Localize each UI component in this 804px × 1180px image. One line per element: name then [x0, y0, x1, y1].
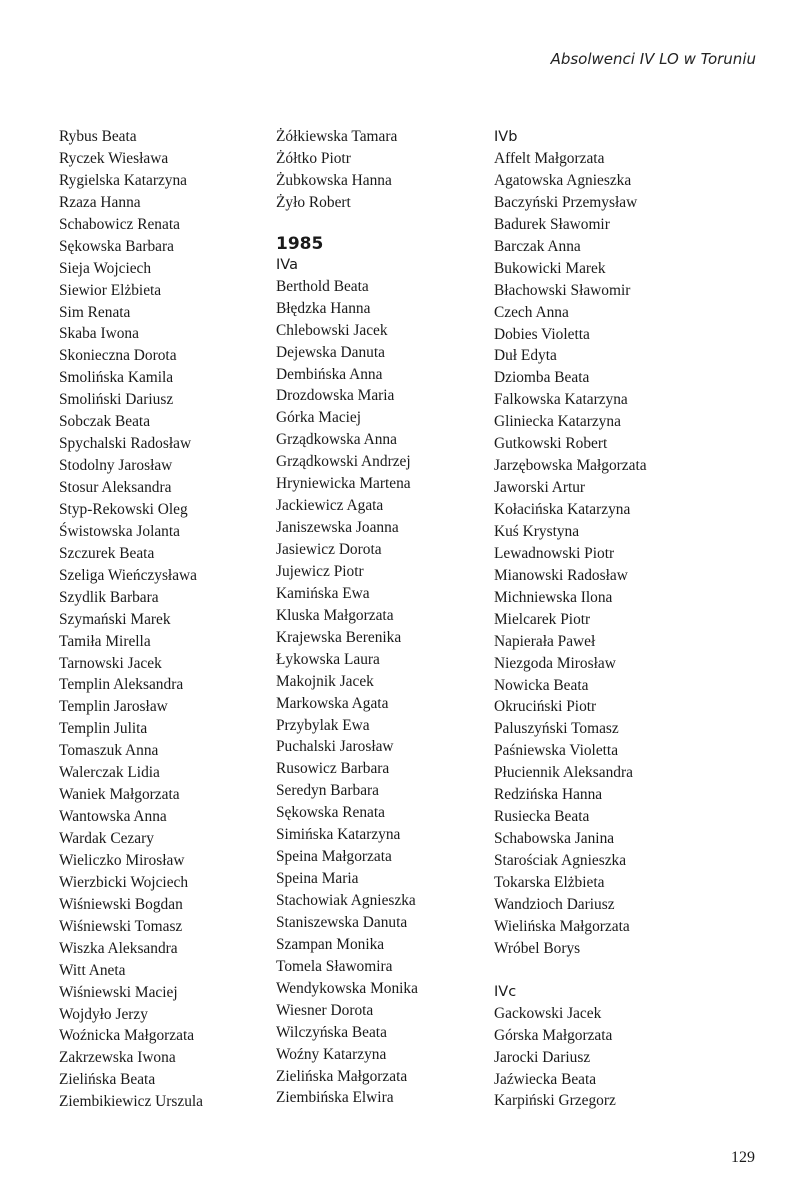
name-list — [276, 126, 486, 214]
name-entry: Wandzioch Dariusz — [494, 895, 615, 913]
name-entry: Dziomba Beata — [494, 369, 590, 387]
name-entry: Staniszewska Danuta — [276, 913, 408, 931]
name-entry: Starościak Agnieszka — [494, 852, 627, 869]
name-entry: Wieliczko Mirosław — [59, 851, 185, 869]
name-entry: Jarocki Dariusz — [494, 1048, 591, 1066]
name-entry: Wilczyńska Beata — [276, 1023, 387, 1041]
name-entry: Górska Małgorzata — [494, 1026, 613, 1044]
name-entry: Rzaza Hanna — [59, 193, 141, 211]
name-entry: Szampan Monika — [276, 935, 385, 953]
name-entry: Żółtko Piotr — [276, 149, 351, 167]
name-entry: Templin Jarosław — [59, 698, 168, 716]
name-entry: Mianowski Radosław — [494, 566, 628, 584]
name-entry: Baczyński Przemysław — [494, 193, 638, 211]
name-entry: Jaźwiecka Beata — [494, 1070, 597, 1088]
name-entry: Tokarska Elżbieta — [494, 873, 605, 891]
name-entry: Wierzbicki Wojciech — [59, 873, 189, 891]
name-entry: Rygielska Katarzyna — [59, 171, 188, 189]
name-entry: Przybylak Ewa — [276, 716, 370, 734]
name-entry: Falkowska Katarzyna — [494, 391, 628, 409]
name-entry: Markowska Agata — [276, 694, 389, 712]
name-entry: Makojnik Jacek — [276, 672, 374, 690]
name-entry: Tarnowski Jacek — [59, 654, 162, 672]
name-entry: Wiśniewski Tomasz — [59, 917, 183, 935]
name-entry: Bukowicki Marek — [494, 259, 606, 277]
name-entry: Zakrzewska Iwona — [59, 1049, 176, 1067]
name-entry: Tamiła Mirella — [59, 632, 151, 650]
name-entry: Redzińska Hanna — [494, 786, 603, 804]
name-entry: Rusiecka Beata — [494, 808, 590, 826]
class-heading: IVb — [494, 129, 518, 145]
running-header: Absolwenci IV LO w Toruniu — [550, 50, 756, 68]
name-entry: Styp-Rekowski Oleg — [59, 500, 188, 518]
name-entry: Wiśniewski Bogdan — [59, 895, 183, 913]
name-entry: Jasiewicz Dorota — [276, 541, 382, 558]
name-entry: Smolińska Kamila — [59, 369, 174, 387]
name-entry: Wróbel Borys — [494, 939, 581, 957]
name-entry: Skonieczna Dorota — [59, 347, 177, 365]
class-heading: IVa — [276, 256, 298, 273]
name-entry: Grządkowska Anna — [276, 431, 397, 449]
name-entry: Szeliga Wieńczysława — [59, 566, 197, 584]
name-entry: Puchalski Jarosław — [276, 738, 394, 756]
name-entry: Badurek Sławomir — [494, 215, 610, 233]
name-entry: Jaworski Artur — [494, 479, 586, 497]
name-entry: Siewior Elżbieta — [59, 281, 162, 299]
name-entry: Stosur Aleksandra — [59, 479, 172, 496]
name-entry: Szczurek Beata — [59, 544, 155, 562]
name-entry: Wiesner Dorota — [276, 1001, 374, 1019]
name-entry: Wantowska Anna — [59, 808, 167, 826]
name-entry: Templin Aleksandra — [59, 676, 184, 694]
name-entry: Schabowska Janina — [494, 830, 615, 848]
name-entry: Sieja Wojciech — [59, 259, 152, 277]
name-entry: Ziembińska Elwira — [276, 1089, 394, 1107]
name-entry: Barczak Anna — [494, 237, 581, 255]
name-entry: Chlebowski Jacek — [276, 321, 388, 339]
name-entry: Tomela Sławomira — [276, 957, 393, 975]
name-entry: Sobczak Beata — [59, 413, 151, 431]
page-number: 129 — [731, 1149, 755, 1166]
name-entry: Jarzębowska Małgorzata — [494, 457, 647, 475]
name-entry: Dobies Violetta — [494, 325, 590, 343]
name-entry: Sękowska Renata — [276, 804, 385, 822]
name-entry: Wojdyło Jerzy — [59, 1005, 148, 1023]
column-2 — [276, 126, 486, 1109]
name-entry: Dejewska Danuta — [276, 343, 385, 361]
name-entry: Okruciński Piotr — [494, 698, 597, 716]
column-1 — [59, 126, 269, 1113]
name-entry: Stodolny Jarosław — [59, 457, 173, 475]
name-entry: Płuciennik Aleksandra — [494, 764, 633, 782]
name-entry: Seredyn Barbara — [276, 782, 379, 800]
name-entry: Kluska Małgorzata — [276, 606, 394, 624]
name-entry: Speina Małgorzata — [276, 848, 392, 866]
name-entry: Grządkowski Andrzej — [276, 453, 411, 471]
name-entry: Błachowski Sławomir — [494, 281, 631, 299]
name-entry: Walerczak Lidia — [59, 764, 160, 782]
name-entry: Ziembikiewicz Urszula — [59, 1093, 204, 1111]
name-entry: Gutkowski Robert — [494, 435, 608, 453]
name-entry: Kołacińska Katarzyna — [494, 501, 631, 518]
name-entry: Szymański Marek — [59, 610, 171, 628]
name-entry: Gackowski Jacek — [494, 1004, 602, 1022]
name-entry: Krajewska Berenika — [276, 628, 402, 646]
name-entry: Gliniecka Katarzyna — [494, 413, 621, 431]
name-entry: Niezgoda Mirosław — [494, 654, 616, 672]
name-entry: Łykowska Laura — [276, 650, 380, 668]
name-entry: Napierała Paweł — [494, 632, 596, 650]
name-entry: Czech Anna — [494, 303, 569, 321]
name-entry: Rybus Beata — [59, 128, 137, 145]
name-entry: Hryniewicka Martena — [276, 475, 411, 493]
name-entry: Błędzka Hanna — [276, 299, 371, 317]
name-entry: Sim Renata — [59, 303, 131, 321]
name-entry: Skaba Iwona — [59, 325, 139, 343]
name-entry: Jujewicz Piotr — [276, 562, 364, 580]
name-list — [276, 276, 486, 1110]
year-heading: 1985 — [276, 233, 324, 254]
name-entry: Dembińska Anna — [276, 365, 383, 383]
name-entry: Witt Aneta — [59, 961, 126, 979]
name-entry: Paluszyński Tomasz — [494, 720, 619, 738]
name-entry: Smoliński Dariusz — [59, 391, 174, 409]
name-entry: Wiśniewski Maciej — [59, 983, 178, 1001]
name-entry: Żyło Robert — [276, 193, 351, 211]
name-entry: Zielińska Małgorzata — [276, 1067, 408, 1085]
name-list — [494, 148, 704, 960]
name-entry: Stachowiak Agnieszka — [276, 892, 416, 909]
name-entry: Mielcarek Piotr — [494, 610, 591, 628]
name-entry: Świstowska Jolanta — [59, 522, 180, 540]
name-entry: Kuś Krystyna — [494, 522, 580, 540]
name-entry: Berthold Beata — [276, 277, 369, 295]
name-entry: Woźnicka Małgorzata — [59, 1027, 195, 1045]
name-entry: Wiszka Aleksandra — [59, 939, 178, 957]
name-entry: Żółkiewska Tamara — [276, 128, 398, 145]
name-entry: Lewadnowski Piotr — [494, 544, 615, 562]
column-3 — [494, 126, 704, 1112]
class-heading: IVc — [494, 983, 517, 1000]
name-entry: Kamińska Ewa — [276, 584, 370, 602]
name-entry: Speina Maria — [276, 870, 359, 888]
name-entry: Zielińska Beata — [59, 1071, 156, 1089]
name-entry: Janiszewska Joanna — [276, 519, 399, 537]
name-entry: Karpiński Grzegorz — [494, 1092, 616, 1110]
name-entry: Wendykowska Monika — [276, 979, 418, 997]
name-entry: Waniek Małgorzata — [59, 786, 180, 804]
name-entry: Paśniewska Violetta — [494, 742, 619, 760]
name-entry: Michniewska Ilona — [494, 588, 613, 606]
name-entry: Spychalski Radosław — [59, 435, 192, 453]
name-entry: Schabowicz Renata — [59, 215, 180, 233]
name-entry: Żubkowska Hanna — [276, 171, 392, 189]
name-list — [494, 1003, 704, 1113]
name-entry: Simińska Katarzyna — [276, 826, 401, 844]
name-entry: Affelt Małgorzata — [494, 150, 605, 167]
name-entry: Agatowska Agnieszka — [494, 171, 632, 189]
name-entry: Ryczek Wiesława — [59, 149, 169, 167]
name-entry: Nowicka Beata — [494, 676, 589, 694]
name-entry: Woźny Katarzyna — [276, 1045, 387, 1063]
name-entry: Drozdowska Maria — [276, 387, 395, 405]
name-entry: Rusowicz Barbara — [276, 760, 390, 778]
name-entry: Sękowska Barbara — [59, 237, 174, 255]
name-entry: Szydlik Barbara — [59, 588, 159, 606]
name-entry: Duł Edyta — [494, 347, 557, 365]
name-entry: Górka Maciej — [276, 409, 362, 427]
name-entry: Tomaszuk Anna — [59, 742, 159, 760]
name-entry: Wardak Cezary — [59, 830, 154, 847]
name-list — [59, 126, 269, 1113]
name-entry: Wielińska Małgorzata — [494, 917, 630, 935]
name-entry: Templin Julita — [59, 720, 148, 738]
name-entry: Jackiewicz Agata — [276, 497, 384, 515]
